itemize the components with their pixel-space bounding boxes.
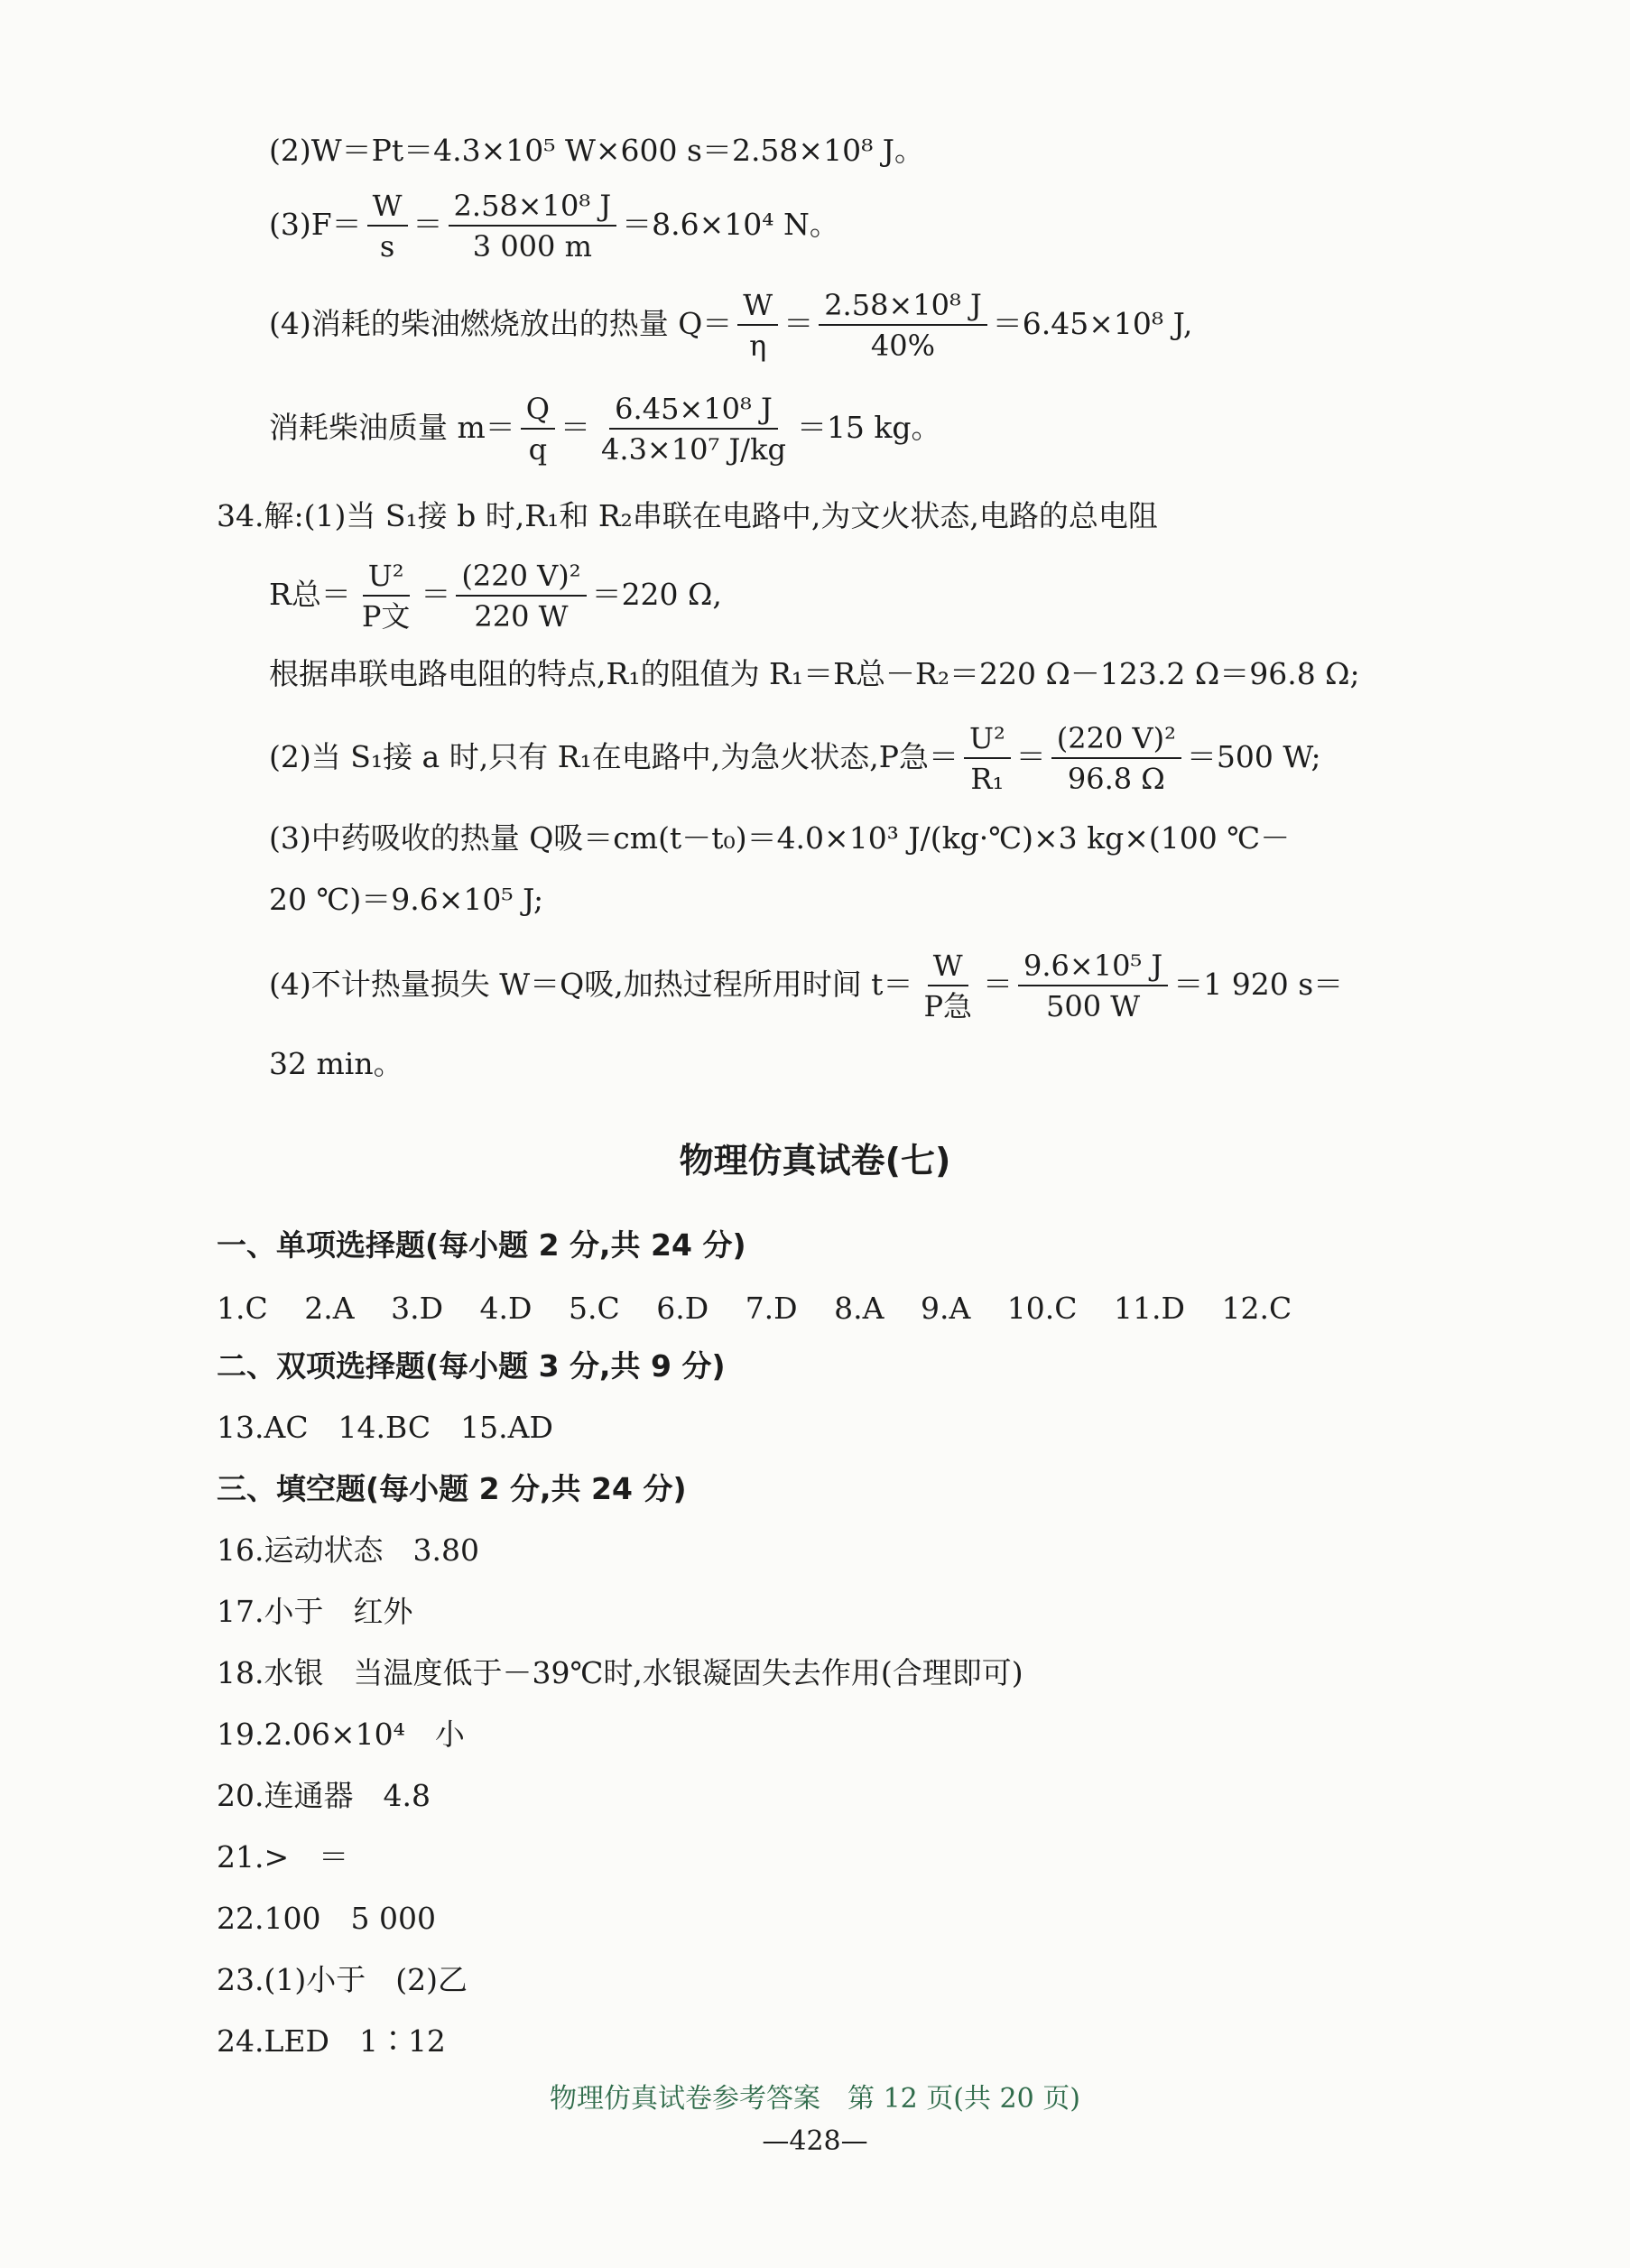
q34-part4: (4)不计热量损失 W＝Q吸,加热过程所用时间 t＝ $\frac{W}{\text{P急}}$ ＝ $\frac{\text{9.6×10⁵ J}}{500 W}$ ＝1 920 s＝	[269, 949, 1344, 1023]
answer-item: 2.A	[304, 1291, 355, 1326]
q34-part1: R总＝ $\frac{\text{U²}}{\text{P文}}$ ＝ $\frac{\text{(220 V)²}}{220 W}$ ＝220 Ω,	[269, 559, 722, 634]
fill-answer: 16.运动状态 3.80	[217, 1532, 479, 1568]
q34-intro: 34.解:(1)当 S₁接 b 时,R₁和 R₂串联在电路中,为文火状态,电路的总电阻	[217, 498, 1158, 533]
answer-item: 12.C	[1221, 1291, 1292, 1326]
q33-part4-mass: 消耗柴油质量 m＝ $\frac{Q}{q}$ ＝ $\frac{\text{6.45×10⁸ J}}{\text{4.3×10⁷ J/kg}}$ ＝15 kg。	[269, 392, 941, 467]
double-choice-answers: 13.AC 14.BC 15.AD	[217, 1410, 553, 1445]
single-choice-answers	[217, 1291, 1319, 1326]
q33-part3: (3)F＝ $\frac{W}{s}$ ＝ $\frac{\text{2.58×10⁸ J}}{3 000 m}$ ＝8.6×10⁴ N。	[269, 189, 839, 264]
fill-answer: 18.水银 当温度低于－39℃时,水银凝固失去作用(合理即可)	[217, 1655, 1023, 1690]
fraction: $\frac{W}{\text{P急}}$	[923, 949, 972, 1023]
section-double-choice: 二、双项选择题(每小题 3 分,共 9 分)	[217, 1348, 726, 1384]
answer-item: 4.D	[479, 1291, 533, 1326]
fraction: $\frac{\text{U²}}{\text{P文}}$	[361, 559, 411, 634]
q34-part3-line1: (3)中药吸收的热量 Q吸＝cm(t－t₀)＝4.0×10³ J/(kg·℃)×3 kg×(100 ℃－	[269, 820, 1291, 856]
fraction: $\frac{W}{s}$	[367, 190, 408, 264]
fill-answer: 19.2.06×10⁴ 小	[217, 1717, 465, 1752]
q34-part3-line2: 20 ℃)＝9.6×10⁵ J;	[269, 882, 544, 917]
answer-item: 6.D	[656, 1291, 709, 1326]
fill-answer: 24.LED 1∶12	[217, 2023, 446, 2059]
fraction: $\frac{Q}{q}$	[521, 393, 555, 467]
answer-item: 1.C	[217, 1291, 268, 1326]
answer-item: 9.A	[920, 1291, 971, 1326]
q33-part2: (2)W＝Pt＝4.3×10⁵ W×600 s＝2.58×10⁸ J。	[269, 133, 925, 168]
fraction: $\frac{W}{\eta}$	[737, 289, 778, 363]
fraction: $\frac{\text{9.6×10⁵ J}}{500 W}$	[1018, 949, 1168, 1023]
fill-answer: 23.(1)小于 (2)乙	[217, 1962, 468, 1997]
fill-answer: 17.小于 红外	[217, 1594, 413, 1629]
fraction: $\frac{\text{U²}}{\text{R₁}}$	[964, 722, 1011, 796]
q33-part4: (4)消耗的柴油燃烧放出的热量 Q＝ $\frac{W}{\eta}$ ＝ $\frac{\text{2.58×10⁸ J}}{40\%}$ ＝6.45×10⁸ J,	[269, 288, 1193, 363]
page-number: —428—	[762, 2125, 868, 2157]
q34-part2: (2)当 S₁接 a 时,只有 R₁在电路中,为急火状态,P急＝ $\frac{\text{U²}}{\text{R₁}}$ ＝ $\frac{\text{(220 V)²}}{96.8 \Omega}$ ＝500 W;	[269, 721, 1321, 796]
fill-answer: 20.连通器 4.8	[217, 1778, 431, 1813]
answer-item: 11.D	[1114, 1291, 1185, 1326]
answer-item: 8.A	[834, 1291, 884, 1326]
answer-item: 10.C	[1006, 1291, 1078, 1326]
page-footer: 物理仿真试卷参考答案 第 12 页(共 20 页)	[550, 2083, 1080, 2115]
section-fill-blank: 三、填空题(每小题 2 分,共 24 分)	[217, 1471, 687, 1506]
fraction: $\frac{\text{2.58×10⁸ J}}{3 000 m}$	[449, 190, 617, 264]
exam-title: 物理仿真试卷(七)	[679, 1141, 951, 1180]
fraction: $\frac{\text{(220 V)²}}{96.8 \Omega}$	[1051, 722, 1181, 796]
q34-part1-resistance: 根据串联电路电阻的特点,R₁的阻值为 R₁＝R总－R₂＝220 Ω－123.2 Ω＝96.8 Ω;	[269, 656, 1360, 691]
fraction: $\frac{\text{6.45×10⁸ J}}{\text{4.3×10⁷ J/kg}}$	[601, 392, 786, 467]
fill-answer: 21.> ＝	[217, 1839, 349, 1875]
answer-item: 3.D	[391, 1291, 444, 1326]
section-single-choice: 一、单项选择题(每小题 2 分,共 24 分)	[217, 1227, 746, 1263]
fill-answer: 22.100 5 000	[217, 1901, 436, 1936]
fraction: $\frac{\text{2.58×10⁸ J}}{40\%}$	[819, 289, 987, 363]
fraction: $\frac{\text{(220 V)²}}{220 W}$	[456, 560, 586, 634]
answer-item: 5.C	[568, 1291, 620, 1326]
answer-item: 7.D	[745, 1291, 798, 1326]
q34-part4-minutes: 32 min。	[269, 1046, 403, 1081]
